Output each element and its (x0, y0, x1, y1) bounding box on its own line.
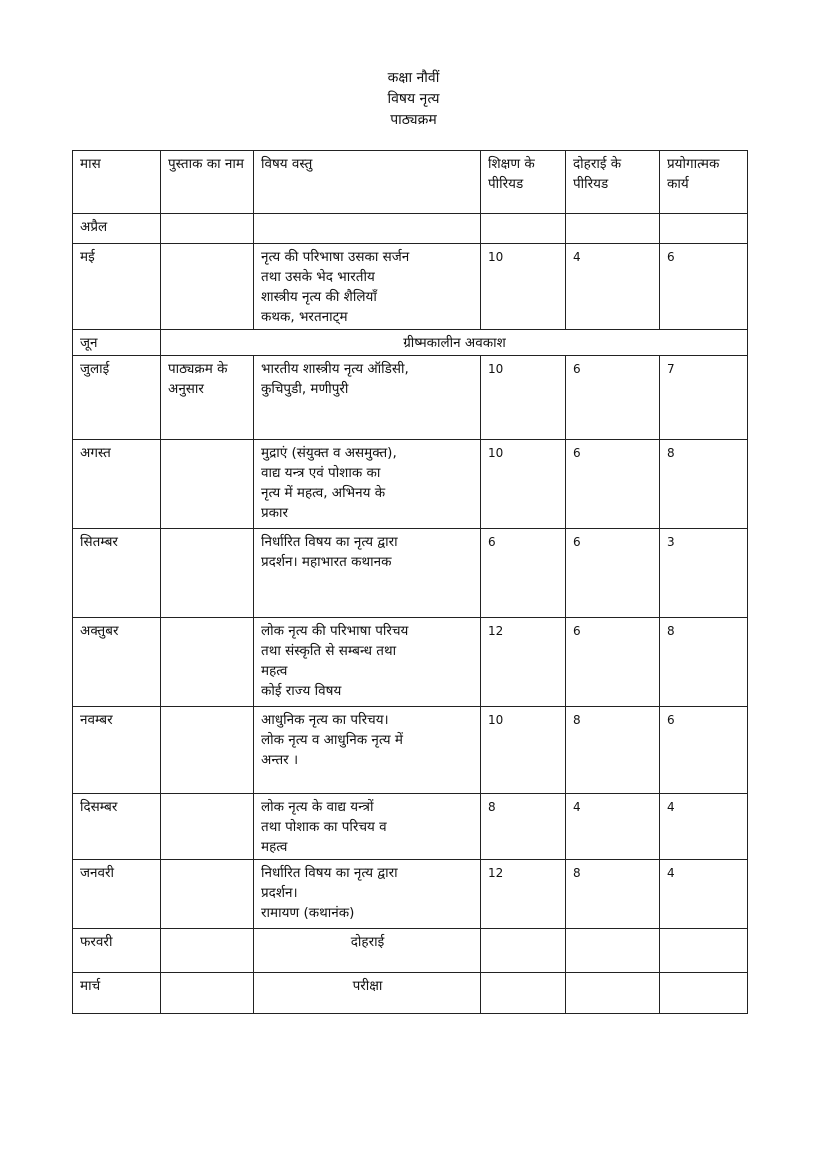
teaching-cell: 12 (481, 860, 566, 929)
book-cell (161, 214, 254, 244)
practical-cell: 4 (660, 794, 748, 860)
header-book-name: पुस्ताक का नाम (161, 151, 254, 214)
book-cell (161, 440, 254, 529)
teaching-cell: 10 (481, 356, 566, 440)
table-row (73, 794, 748, 860)
month-cell: फरवरी (73, 929, 161, 973)
revision-cell: 6 (566, 356, 660, 440)
revision-cell (566, 929, 660, 973)
practical-cell (660, 929, 748, 973)
content-cell: निर्धारित विषय का नृत्य द्वारा प्रदर्शन। रामायण (कथानंक) (254, 860, 481, 929)
table-row (73, 929, 748, 973)
practical-cell: 7 (660, 356, 748, 440)
vacation-cell: ग्रीष्मकालीन अवकाश (161, 330, 748, 356)
teaching-cell (481, 214, 566, 244)
content-cell: नृत्य की परिभाषा उसका सर्जन तथा उसके भेद भारतीय शास्त्रीय नृत्य की शैलियॉं कथक, भरतनाट्म (254, 244, 481, 330)
teaching-cell: 8 (481, 794, 566, 860)
book-cell (161, 973, 254, 1014)
content-cell: परीक्षा (254, 973, 481, 1014)
syllabus-title: पाठ्यक्रम (390, 112, 437, 128)
month-cell: दिसम्बर (73, 794, 161, 860)
document-header (0, 68, 827, 131)
book-cell (161, 707, 254, 794)
table-row (73, 618, 748, 707)
month-cell: नवम्बर (73, 707, 161, 794)
header-practical: प्रयोगात्मक कार्य (660, 151, 748, 214)
revision-cell: 4 (566, 794, 660, 860)
practical-cell: 6 (660, 707, 748, 794)
teaching-cell: 10 (481, 440, 566, 529)
subject-title: विषय नृत्य (387, 91, 440, 107)
month-cell: अक्तुबर (73, 618, 161, 707)
teaching-cell (481, 929, 566, 973)
revision-cell: 6 (566, 529, 660, 618)
table-row (73, 330, 748, 356)
revision-cell: 6 (566, 618, 660, 707)
table-row (73, 973, 748, 1014)
table-row (73, 707, 748, 794)
practical-cell (660, 973, 748, 1014)
header-teaching-periods: शिक्षण के पीरियड (481, 151, 566, 214)
book-cell (161, 244, 254, 330)
table-row (73, 860, 748, 929)
content-cell: मुद्राएं (संयुक्त व असमुक्त), वाद्य यन्त्र एवं पोशाक का नृत्य में महत्व, अभिनय के प्रकार (254, 440, 481, 529)
revision-cell: 8 (566, 707, 660, 794)
month-cell: मार्च (73, 973, 161, 1014)
practical-cell: 8 (660, 440, 748, 529)
book-cell (161, 618, 254, 707)
table-row (73, 244, 748, 330)
practical-cell (660, 214, 748, 244)
table-row (73, 440, 748, 529)
book-cell (161, 860, 254, 929)
content-cell: भारतीय शास्त्रीय नृत्य ऑडिसी, कुचिपुडी, मणीपुरी (254, 356, 481, 440)
practical-cell: 3 (660, 529, 748, 618)
month-cell: अगस्त (73, 440, 161, 529)
book-cell (161, 794, 254, 860)
header-revision-periods: दोहराई के पीरियड (566, 151, 660, 214)
month-cell: अप्रैल (73, 214, 161, 244)
practical-cell: 4 (660, 860, 748, 929)
header-content: विषय वस्तु (254, 151, 481, 214)
month-cell: सितम्बर (73, 529, 161, 618)
table-row (73, 214, 748, 244)
month-cell: मई (73, 244, 161, 330)
class-title: कक्षा नौवीं (387, 70, 440, 86)
revision-cell (566, 214, 660, 244)
content-cell: आधुनिक नृत्य का परिचय। लोक नृत्य व आधुनिक नृत्य में अन्तर । (254, 707, 481, 794)
teaching-cell: 10 (481, 244, 566, 330)
teaching-cell: 12 (481, 618, 566, 707)
teaching-cell: 6 (481, 529, 566, 618)
book-cell: पाठ्यक्रम के अनुसार (161, 356, 254, 440)
revision-cell: 6 (566, 440, 660, 529)
content-cell (254, 214, 481, 244)
teaching-cell (481, 973, 566, 1014)
month-cell: जनवरी (73, 860, 161, 929)
book-cell (161, 929, 254, 973)
content-cell: दोहराई (254, 929, 481, 973)
content-cell: लोक नृत्य की परिभाषा परिचय तथा संस्कृति से सम्बन्ध तथा महत्व कोई राज्य विषय (254, 618, 481, 707)
revision-cell: 4 (566, 244, 660, 330)
table-row (73, 529, 748, 618)
practical-cell: 8 (660, 618, 748, 707)
teaching-cell: 10 (481, 707, 566, 794)
content-cell: लोक नृत्य के वाद्य यन्त्रों तथा पोशाक का परिचय व महत्व (254, 794, 481, 860)
table-row (73, 356, 748, 440)
header-month: मास (73, 151, 161, 214)
syllabus-table (72, 150, 748, 1014)
practical-cell: 6 (660, 244, 748, 330)
book-cell (161, 529, 254, 618)
revision-cell (566, 973, 660, 1014)
month-cell: जून (73, 330, 161, 356)
month-cell: जुलाई (73, 356, 161, 440)
content-cell: निर्धारित विषय का नृत्य द्वारा प्रदर्शन। महाभारत कथानक (254, 529, 481, 618)
revision-cell: 8 (566, 860, 660, 929)
table-header-row (73, 151, 748, 214)
